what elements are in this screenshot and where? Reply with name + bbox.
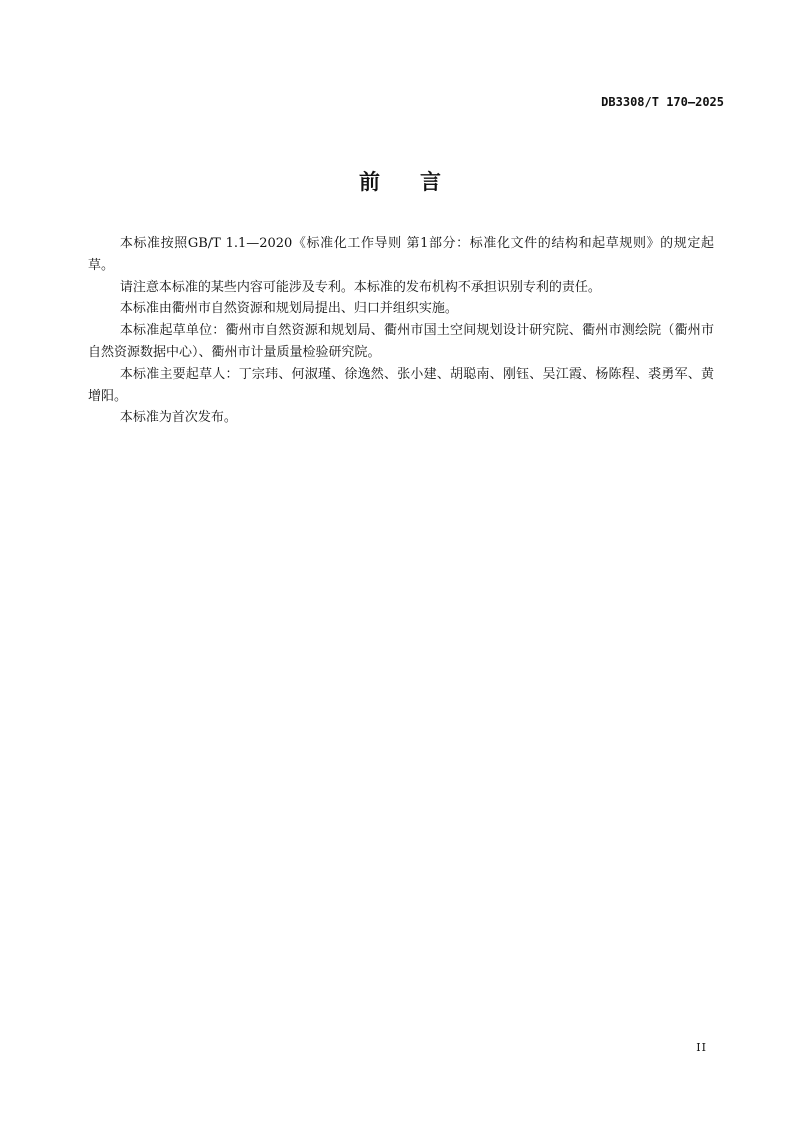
paragraph-first-release: 本标准为首次发布。 (119, 410, 237, 426)
page-number: II (696, 1041, 707, 1054)
page-title: 前言 (359, 170, 481, 194)
paragraph-drafting-units: 本标准起草单位：衢州市自然资源和规划局、衢州市国土空间规划设计研究院、衢州市测绘院（衢州市自然资源数据中心）、衢州市计量质量检验研究院。 (88, 323, 714, 360)
paragraph-drafting-rules: 本标准按照GB/T 1.1—2020《标准化工作导则 第1部分：标准化文件的结构和起草规则》的规定起草。 (88, 236, 714, 273)
document-code: DB3308/T 170—2025 (601, 95, 724, 109)
foreword-body (88, 233, 714, 429)
paragraph-main-drafters: 本标准主要起草人：丁宗玮、何淑瑾、徐逸然、张小建、胡聪南、刚钰、吴江霞、杨陈程、裘勇军、黄增阳。 (88, 366, 714, 404)
paragraph-proposer: 本标准由衢州市自然资源和规划局提出、归口并组织实施。 (119, 301, 458, 317)
paragraph-patent-notice: 请注意本标准的某些内容可能涉及专利。本标准的发布机构不承担识别专利的责任。 (119, 279, 601, 295)
